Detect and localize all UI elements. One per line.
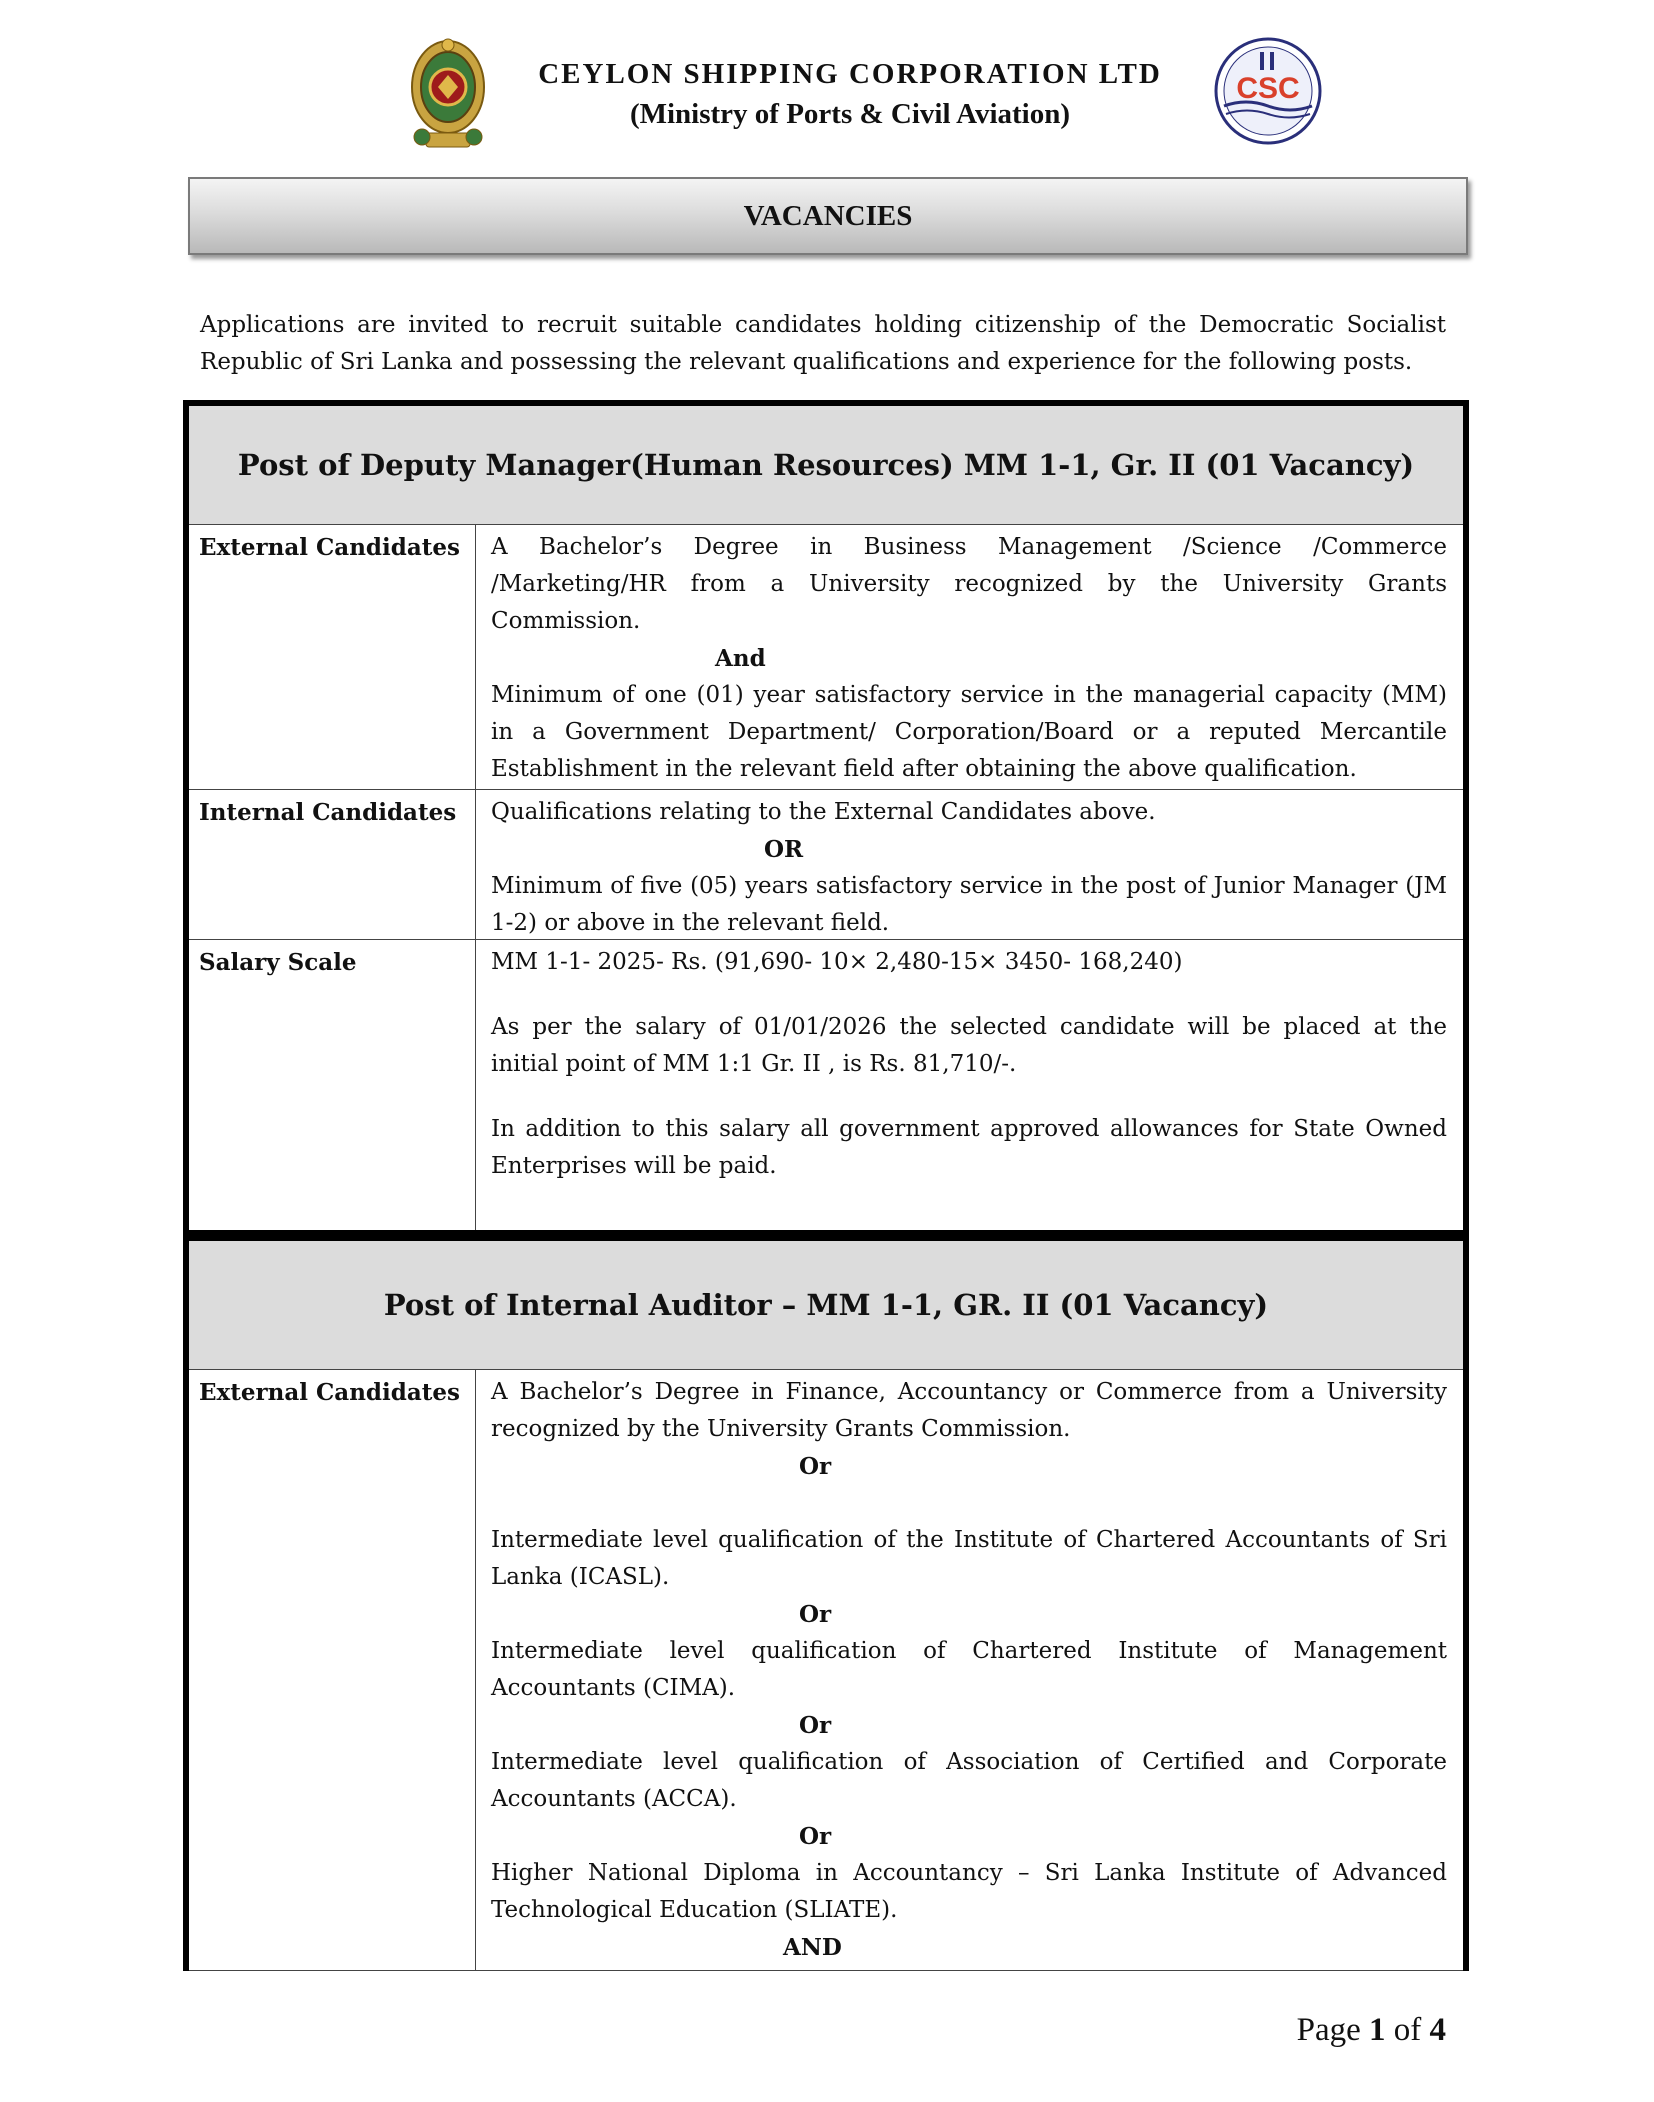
- page-current: 1: [1369, 2012, 1386, 2048]
- table-row-internal: [189, 790, 1463, 940]
- salary-scale-text: MM 1-1- 2025- Rs. (91,690- 10× 2,480-15× 3450- 168,240): [491, 949, 1183, 975]
- table-row-salary: [189, 940, 1463, 1230]
- row-label: Internal Candidates: [189, 790, 476, 939]
- svg-text:CSC: CSC: [1236, 72, 1300, 105]
- table-row-external: [189, 525, 1463, 790]
- table-row-external: [189, 1370, 1463, 1971]
- letterhead: [0, 30, 1654, 150]
- row-content: [476, 1370, 1463, 1970]
- separator-or: Or: [799, 1823, 832, 1850]
- initial-salary-text: As per the salary of 01/01/2026 the selected candidate will be placed at the initial point of MM 1:1 Gr. II , is Rs. 81,710/-.: [491, 1014, 1447, 1077]
- row-label: Salary Scale: [189, 940, 476, 1230]
- post-table-deputy-manager: [183, 400, 1469, 1236]
- separator-or: Or: [799, 1712, 832, 1739]
- qualification-text: Intermediate level qualification of the Institute of Chartered Accountants of Sri Lanka (ICASL).: [491, 1527, 1447, 1590]
- post-table-internal-auditor: [183, 1235, 1469, 1971]
- experience-text: Minimum of five (05) years satisfactory service in the post of Junior Manager (JM 1-2) or above in the relevant field.: [491, 873, 1447, 936]
- organization-name: CEYLON SHIPPING CORPORATION LTD: [538, 58, 1162, 90]
- allowances-text: In addition to this salary all government approved allowances for State Owned Enterprises will be paid.: [491, 1116, 1447, 1179]
- page-total: 4: [1429, 2012, 1446, 2048]
- page-number: [1297, 2012, 1446, 2049]
- separator-or: OR: [764, 836, 804, 863]
- separator-or: Or: [799, 1601, 832, 1628]
- qualification-text: Qualifications relating to the External Candidates above.: [491, 799, 1156, 825]
- row-content: [476, 940, 1463, 1230]
- separator-and: And: [715, 645, 766, 672]
- page-word: Page: [1296, 2012, 1361, 2048]
- qualification-text: Higher National Diploma in Accountancy – Sri Lanka Institute of Advanced Technological Education (SLIATE).: [491, 1860, 1447, 1923]
- intro-paragraph: Applications are invited to recruit suitable candidates holding citizenship of the Democratic Socialist Republic of Sri Lanka and possessing the relevant qualifications and experience for the following posts.: [200, 312, 1446, 375]
- vacancies-banner: VACANCIES: [188, 177, 1468, 255]
- separator-and: AND: [783, 1934, 842, 1961]
- experience-text: Minimum of one (01) year satisfactory service in the managerial capacity (MM) in a Government Department/ Corporation/Board or a reputed Mercantile Establishment in the relevant field after obtaining the above qualification.: [491, 682, 1447, 782]
- post-title: Post of Deputy Manager(Human Resources) MM 1-1, Gr. II (01 Vacancy): [189, 400, 1463, 525]
- of-word: of: [1393, 2012, 1422, 2048]
- qualification-text: A Bachelor’s Degree in Business Management /Science /Commerce /Marketing/HR from a University recognized by the University Grants Commission.: [491, 534, 1447, 634]
- separator-or: Or: [799, 1453, 832, 1480]
- row-label: External Candidates: [189, 525, 476, 789]
- row-label: External Candidates: [189, 1370, 476, 1970]
- qualification-text: A Bachelor’s Degree in Finance, Accountancy or Commerce from a University recognized by the University Grants Commission.: [491, 1379, 1447, 1442]
- row-content: [476, 790, 1463, 939]
- sri-lanka-emblem-icon: [408, 35, 488, 153]
- row-content: [476, 525, 1463, 789]
- ministry-name: (Ministry of Ports & Civil Aviation): [629, 98, 1071, 130]
- qualification-text: Intermediate level qualification of Chartered Institute of Management Accountants (CIMA).: [491, 1638, 1447, 1701]
- csc-logo-icon: [1212, 36, 1324, 146]
- post-title: Post of Internal Auditor – MM 1-1, GR. II (01 Vacancy): [189, 1235, 1463, 1370]
- qualification-text: Intermediate level qualification of Association of Certified and Corporate Accountants (ACCA).: [491, 1749, 1447, 1812]
